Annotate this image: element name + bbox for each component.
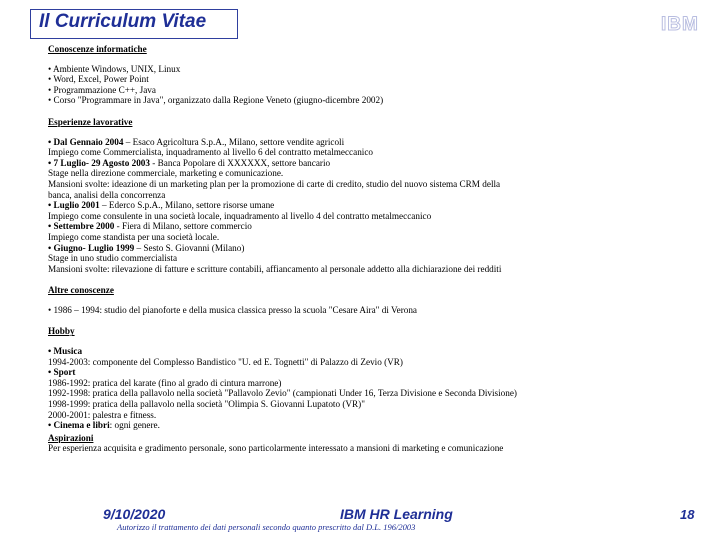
hobby-text: 1994-2003: componente del Complesso Bandistico "U. ed E. Tognetti" di Palazzo di Zevio (VR) — [48, 356, 403, 367]
work-entry — [48, 168, 518, 179]
hobby-text: 1998-1999: pratica della pallavolo nella società "Olimpia S. Giovanni Lupatoto (VR)" — [48, 399, 365, 410]
computer-skills-heading: Conoscenze informatiche — [48, 44, 147, 54]
hobby-text: 2000-2001: palestra e fitness. — [48, 409, 157, 420]
hobby-label: • Sport — [48, 367, 76, 378]
work-date: • 7 Luglio- 29 Agosto 2003 — [48, 157, 150, 168]
hobby-label: • Cinema e libri — [48, 420, 110, 431]
work-entry — [48, 253, 518, 264]
work-text: – Esaco Agricoltura S.p.A., Milano, settore vendite agricoli — [123, 136, 345, 147]
work-entry — [48, 147, 518, 158]
computer-skill-item: • Programmazione C++, Java — [48, 84, 156, 95]
work-entry — [48, 137, 518, 148]
work-entry — [48, 179, 518, 200]
hobby-label: • Musica — [48, 346, 83, 357]
work-date: • Dal Gennaio 2004 — [48, 136, 124, 147]
title-box — [30, 9, 238, 39]
aspirations-heading: Aspirazioni — [48, 432, 94, 443]
work-entry — [48, 243, 518, 254]
work-experience-heading: Esperienze lavorative — [48, 116, 133, 127]
work-text: Impiego come consulente in una società locale, inquadramento al livello 4 del contratto metalmeccanico — [48, 210, 432, 221]
work-text: Mansioni svolte: ideazione di un marketing plan per la promozione di carte di credito, studio del nuovo sistema CRM della banca, analisi della concorrenza — [48, 178, 501, 200]
work-entry — [48, 221, 518, 232]
work-text: - Fiera di Milano, settore commercio — [114, 221, 252, 232]
ibm-logo: IBM — [661, 14, 699, 35]
work-entry — [48, 200, 518, 211]
work-text: – Sesto S. Giovanni (Milano) — [134, 242, 245, 253]
hobby-text: 1986-1992: pratica del karate (fino al grado di cintura marrone) — [48, 377, 282, 388]
other-skills-heading: Altre conoscenze — [48, 285, 114, 296]
work-text: Mansioni svolte: rilevazione di fatture e scritture contabili, affiancamento al personale addetto alla dichiarazione dei redditi — [48, 263, 502, 274]
privacy-note: Autorizzo il trattamento dei dati personali secondo quanto prescritto dal D.L. 196/2003 — [117, 522, 416, 532]
work-entry — [48, 232, 518, 243]
work-text: Stage nella direzione commerciale, marketing e comunicazione. — [48, 168, 284, 179]
work-entry — [48, 211, 518, 222]
cv-content — [48, 44, 518, 454]
work-text: Stage in uno studio commercialista — [48, 253, 178, 264]
hobby-text: : ogni genere. — [109, 420, 160, 431]
page-number: 18 — [680, 507, 695, 522]
footer-brand: IBM HR Learning — [340, 506, 453, 522]
hobby-text: 1992-1998: pratica della pallavolo nella società "Pallavolo Zevio" (campionati Under 16, Terza Divisione e Seconda Divisione) — [48, 388, 517, 399]
work-entry — [48, 158, 518, 169]
work-text: – Ederco S.p.A., Milano, settore risorse umane — [99, 200, 275, 211]
computer-skill-item: • Word, Excel, Power Point — [48, 74, 149, 85]
computer-skill-item: • Ambiente Windows, UNIX, Linux — [48, 63, 181, 74]
work-date: • Settembre 2000 — [48, 221, 115, 232]
work-text: - Banca Popolare di XXXXXX, settore bancario — [150, 157, 331, 168]
work-entry — [48, 264, 518, 275]
hobby-entry — [48, 420, 518, 431]
footer-date: 9/10/2020 — [103, 506, 166, 522]
computer-skill-item: • Corso "Programmare in Java", organizzato dalla Regione Veneto (giugno-dicembre 2002) — [48, 95, 384, 106]
work-date: • Giugno- Luglio 1999 — [48, 242, 135, 253]
hobby-heading: Hobby — [48, 326, 75, 337]
other-skill-item: • 1986 – 1994: studio del pianoforte e della musica classica presso la scuola "Cesare Aira" di Verona — [48, 304, 418, 315]
page-title: Il Curriculum Vitae — [39, 11, 207, 32]
aspirations-text: Per esperienza acquisita e gradimento personale, sono particolarmente interessato a mansioni di marketing e comunicazione — [48, 443, 504, 454]
work-text: Impiego come standista per una società locale. — [48, 231, 220, 242]
work-date: • Luglio 2001 — [48, 200, 100, 211]
work-text: Impiego come Commercialista, inquadramento al livello 6 del contratto metalmeccanico — [48, 147, 374, 158]
